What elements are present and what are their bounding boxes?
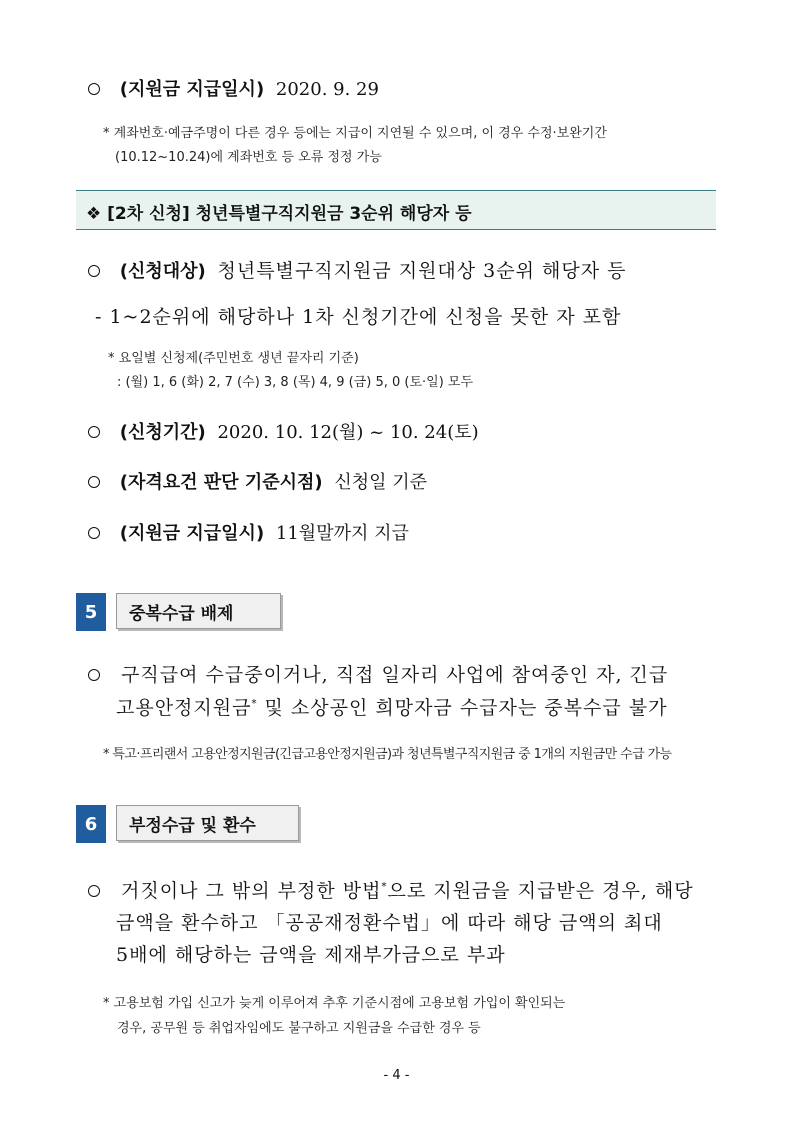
bullet-circle-icon [88,265,100,277]
second-round-header [76,190,716,230]
page-number: - 4 - [383,1068,410,1083]
payment2-value: 11월말까지 지급 [275,523,409,544]
payment-date-value: 2020. 9. 29 [275,79,379,100]
bullet-circle-icon [88,83,100,95]
section5-note: * 특고·프리랜서 고용안정지원금(긴급고용안정지원금)과 청년특별구직지원금 중 1개의 지원금만 수급 가능 [103,747,672,762]
target-value: 청년특별구직지원금 지원대상 3순위 해당자 등 [217,260,627,282]
eligibility-item [88,468,427,494]
payment-note-line2: (10.12~10.24)에 계좌번호 등 오류 정정 가능 [115,150,382,165]
target-label: (신청대상) [119,261,206,282]
eligibility-value: 신청일 기준 [334,472,428,493]
target-subitem: - 1~2순위에 해당하나 1차 신청기간에 신청을 못한 자 포함 [95,306,622,328]
bullet-circle-icon [88,885,100,897]
payment2-label: (지원금 지급일시) [119,523,265,544]
payment2-item [88,519,409,545]
target-item [88,256,626,283]
period-value: 2020. 10. 12(월) ~ 10. 24(토) [217,422,479,443]
bullet-circle-icon [88,426,100,438]
section6-line2: 금액을 환수하고 「공공재정환수법」에 따라 해당 금액의 최대 [116,912,663,934]
section5-line1 [88,660,668,687]
bullet-circle-icon [88,527,100,539]
section5-number: 5 [76,593,106,631]
weekday-note-line2: : (월) 1, 6 (화) 2, 7 (수) 3, 8 (목) 4, 9 (금) 5, 0 (토·일) 모두 [117,375,474,390]
section6-line1 [88,876,694,903]
eligibility-label: (자격요건 판단 기준시점) [119,472,323,493]
bullet-circle-icon [88,476,100,488]
section6-line1a: 거짓이나 그 밖의 부정한 방법 [121,880,382,902]
section6-line3: 5배에 해당하는 금액을 제재부가금으로 부과 [116,944,506,966]
section5-line2 [116,693,667,720]
section5-title: 중복수급 배제 [116,593,281,629]
section6-note-line1: * 고용보험 가입 신고가 늦게 이루어져 추후 기준시점에 고용보험 가입이 확인되는 [103,996,566,1011]
section5-line2a: 고용안정지원금 [116,697,252,719]
section5-line2b: 및 소상공인 희망자금 수급자는 중복수급 불가 [257,697,668,719]
payment-note-line1: * 계좌번호·예금주명이 다른 경우 등에는 지급이 지연될 수 있으며, 이 경우 수정·보완기간 [103,126,607,141]
section5-line2-sup: * [251,698,258,710]
section6-line1-sup: * [381,881,388,893]
section5-line1-text: 구직급여 수급중이거나, 직접 일자리 사업에 참여중인 자, 긴급 [121,664,669,686]
section6-title: 부정수급 및 환수 [116,805,299,841]
period-item [88,418,479,444]
payment-date-item [88,75,379,101]
section6-line1b: 으로 지원금을 지급받은 경우, 해당 [387,880,694,902]
weekday-note-line1: * 요일별 신청제(주민번호 생년 끝자리 기준) [108,351,359,366]
bullet-circle-icon [88,669,100,681]
period-label: (신청기간) [119,422,206,443]
payment-date-label: (지원금 지급일시) [119,79,265,100]
section6-note-line2: 경우, 공무원 등 취업자임에도 불구하고 지원금을 수급한 경우 등 [117,1021,481,1036]
section6-number: 6 [76,805,106,843]
second-round-header-text: ❖ [2차 신청] 청년특별구직지원금 3순위 해당자 등 [86,204,472,224]
